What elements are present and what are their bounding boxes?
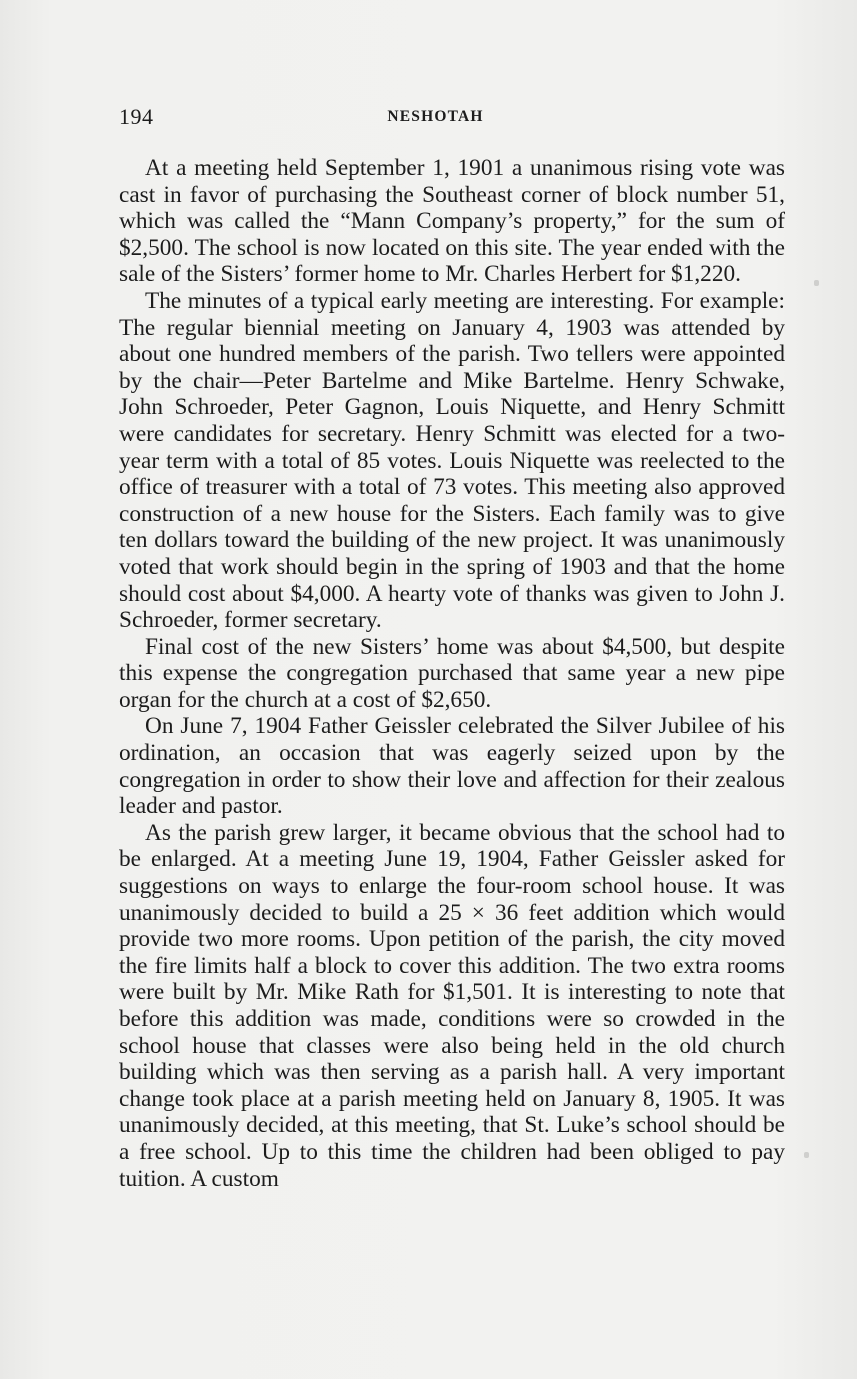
page-speck <box>814 280 819 286</box>
paragraph-school-enlarged: As the parish grew larger, it became obvious that the school had to be enlarged. At a meeting June 19, 1904, Father Geissler asked for suggestions on ways to enlarge the four-room school house. It was unanimously decided to build a 25 × 36 feet addition which would provide two more rooms. Upon petition of the parish, the city moved the fire limits half a block to cover this addition. The two extra rooms were built by Mr. Mike Rath for $1,501. It is interesting to note that before this addition was made, conditions were so crowded in the school house that classes were also being held in the old church building which was then serving as a parish hall. A very important change took place at a parish meeting held on January 8, 1905. It was unanimously decided, at this meeting, that St. Luke’s school should be a free school. Up to this time the children had been obliged to pay tuition. A custom <box>119 819 785 1192</box>
page-speck <box>804 1152 809 1158</box>
paragraph-purchase: At a meeting held September 1, 1901 a unanimous rising vote was cast in favor of purchasing the Southeast corner of block number 51, which was called the “Mann Company’s property,” for the sum of $2,500. The school is now located on this site. The year ended with the sale of the Sisters’ former home to Mr. Charles Herbert for $1,220. <box>119 155 785 288</box>
paragraph-sisters-home: Final cost of the new Sisters’ home was about $4,500, but despite this expense the congregation purchased that same year a new pipe organ for the church at a cost of $2,650. <box>119 633 785 713</box>
paragraph-jubilee: On June 7, 1904 Father Geissler celebrated the Silver Jubilee of his ordination, an occasion that was eagerly seized upon by the congregation in order to show their love and affection for their zealous leader and pastor. <box>119 713 785 820</box>
running-head: NESHOTAH <box>387 108 484 125</box>
page-number: 194 <box>119 104 154 129</box>
body-text <box>119 155 785 1192</box>
paragraph-minutes: The minutes of a typical early meeting are interesting. For example: The regular biennial meeting on January 4, 1903 was attended by about one hundred members of the parish. Two tellers were appointed by the chair—Peter Bartelme and Mike Bartelme. Henry Schwake, John Schroeder, Peter Gagnon, Louis Niquette, and Henry Schmitt were candidates for secretary. Henry Schmitt was elected for a two-year term with a total of 85 votes. Louis Niquette was reelected to the office of treasurer with a total of 73 votes. This meeting also approved construction of a new house for the Sisters. Each family was to give ten dollars toward the building of the new project. It was unanimously voted that work should begin in the spring of 1903 and that the home should cost about $4,000. A hearty vote of thanks was given to John J. Schroeder, former secretary. <box>119 287 785 634</box>
